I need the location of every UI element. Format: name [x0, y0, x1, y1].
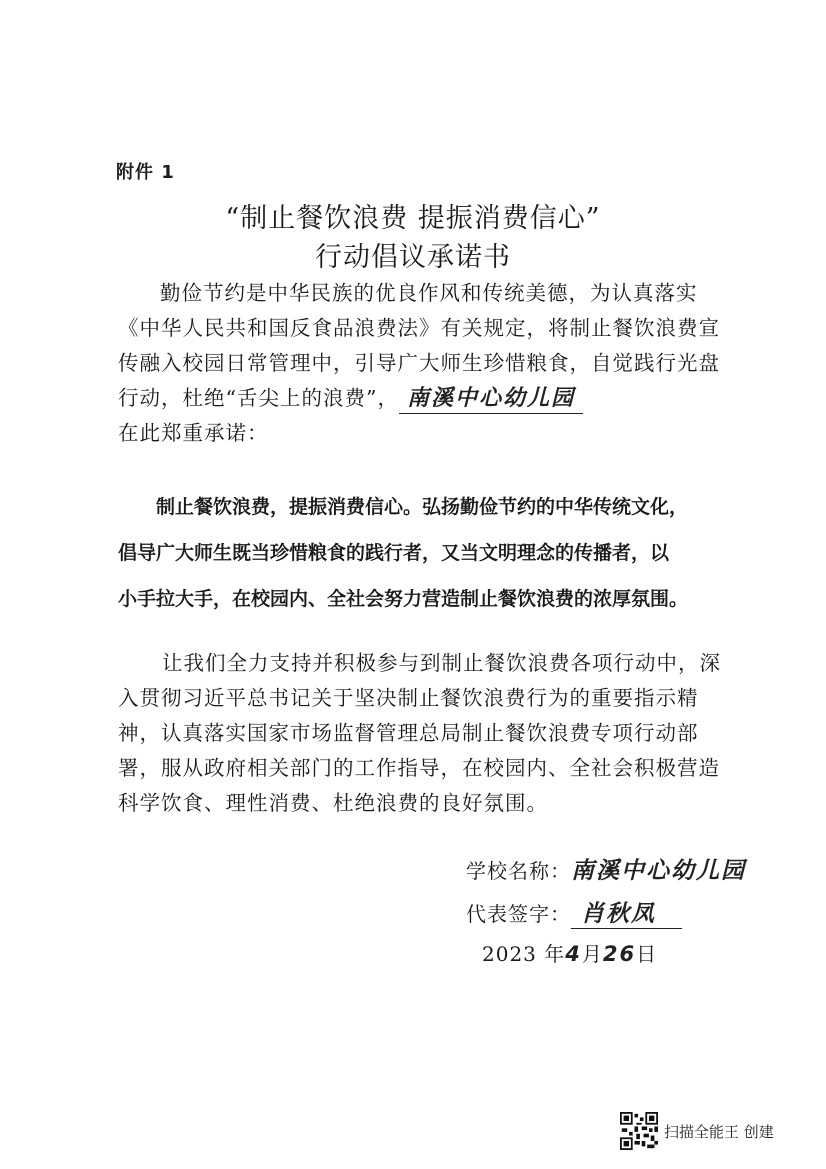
title-line-1: “制止餐饮浪费 提振消费信心” — [225, 203, 601, 234]
representative-row — [466, 898, 682, 929]
scanner-watermark-text: 扫描全能王 创建 — [664, 1122, 774, 1141]
intro-line-4 — [118, 381, 718, 416]
intro-line-1: 勤俭节约是中华民族的优良作风和传统美德，为认真落实 — [160, 281, 698, 305]
commitment-line-1: 制止餐饮浪费，提振消费信心。弘扬勤俭节约的中华传统文化， — [156, 496, 689, 518]
qr-code-icon — [620, 1112, 658, 1150]
representative-signature: 肖秋凤 — [581, 901, 656, 927]
school-name-row — [466, 852, 746, 885]
date-month: 4 — [565, 942, 582, 966]
commitment-line-3: 小手拉大手，在校园内、全社会努力营造制止餐饮浪费的浓厚氛围。 — [118, 588, 689, 610]
paragraph-action — [118, 646, 721, 821]
action-line-1: 让我们全力支持并积极参与到制止餐饮浪费各项行动中，深 — [162, 651, 721, 675]
handwritten-school-name: 南溪中心幼儿园 — [406, 386, 575, 411]
date-month-unit: 月 — [581, 942, 603, 966]
title-line-2: 行动倡议承诺书 — [315, 242, 511, 273]
attachment-label: 附件 1 — [116, 162, 175, 183]
date-year: 2023 — [482, 942, 537, 966]
paragraph-commitment — [118, 484, 718, 622]
intro-line-5: 在此郑重承诺： — [118, 421, 269, 445]
scanner-footer — [620, 1112, 774, 1150]
commitment-line-2: 倡导广大师生既当珍惜粮食的践行者，又当文明理念的传播者，以 — [118, 542, 670, 564]
school-name-value: 南溪中心幼儿园 — [571, 858, 746, 884]
action-line-4: 署，服从政府相关部门的工作指导，在校园内、全社会积极营造 — [118, 756, 720, 780]
date-row — [482, 938, 657, 967]
intro-line-4-prefix: 行动，杜绝“舌尖上的浪费”， — [118, 386, 399, 410]
signature-fill-line — [571, 900, 682, 929]
date-day: 26 — [602, 942, 637, 966]
date-year-unit: 年 — [544, 942, 566, 966]
date-day-unit: 日 — [636, 942, 658, 966]
action-line-5: 科学饮食、理性消费、杜绝浪费的良好氛围。 — [118, 791, 548, 815]
paragraph-intro — [118, 276, 718, 451]
school-fill-line — [399, 384, 583, 414]
action-line-3: 神，认真落实国家市场监督管理总局制止餐饮浪费专项行动部 — [118, 721, 699, 745]
school-name-label: 学校名称： — [466, 859, 571, 883]
intro-line-3: 传融入校园日常管理中，引导广大师生珍惜粮食，自觉践行光盘 — [118, 351, 720, 375]
representative-label: 代表签字： — [466, 902, 571, 926]
action-line-2: 入贯彻习近平总书记关于坚决制止餐饮浪费行为的重要指示精 — [118, 686, 699, 710]
intro-line-2: 《中华人民共和国反食品浪费法》有关规定，将制止餐饮浪费宣 — [118, 316, 720, 340]
